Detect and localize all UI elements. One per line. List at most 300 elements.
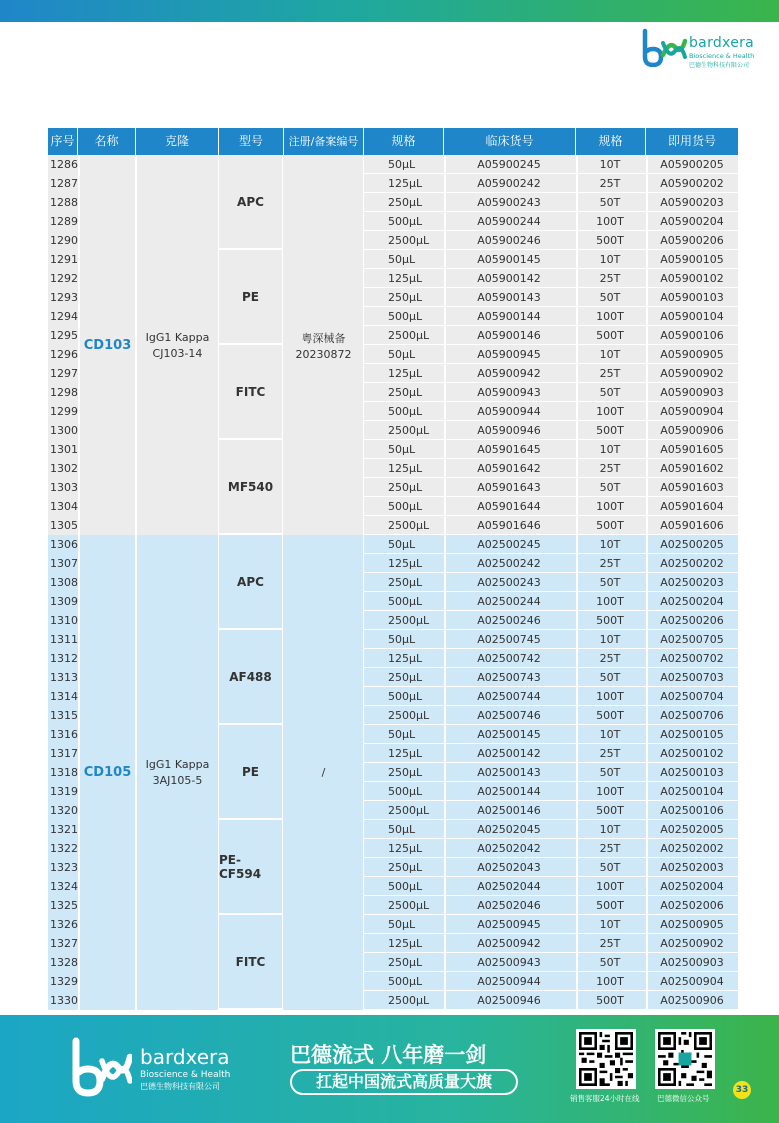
ruo-catalog-no: A02502006: [660, 899, 724, 912]
test-spec: 500T: [596, 804, 624, 817]
row-index: 1289: [50, 215, 78, 228]
clinical-catalog-no: A02500743: [477, 671, 541, 684]
test-spec: 50T: [599, 671, 621, 684]
clinical-catalog-no: A02502043: [477, 861, 541, 874]
ruo-catalog-no: A02500105: [660, 728, 724, 741]
row-index: 1288: [50, 196, 78, 209]
clinical-catalog-no: A05900945: [477, 348, 541, 361]
fluorochrome-type: PE: [219, 250, 283, 345]
size: 50μL: [388, 348, 416, 361]
header-clinical-no: 临床货号: [444, 128, 576, 155]
clinical-catalog-no: A02500742: [477, 652, 541, 665]
ruo-catalog-no: A05900104: [660, 310, 724, 323]
table-row: [364, 725, 738, 744]
size: 500μL: [388, 500, 423, 513]
clone-isotype: IgG1 Kappa: [145, 330, 210, 344]
test-spec: 500T: [596, 709, 624, 722]
size: 125μL: [388, 652, 423, 665]
test-spec: 50T: [599, 386, 621, 399]
size: 2500μL: [388, 614, 430, 627]
row-index: 1307: [50, 557, 78, 570]
test-spec: 25T: [599, 842, 621, 855]
row-index: 1310: [50, 614, 78, 627]
row-index: 1326: [50, 918, 78, 931]
clone-info: [136, 535, 219, 1010]
test-spec: 100T: [596, 785, 624, 798]
size: 250μL: [388, 386, 423, 399]
test-spec: 500T: [596, 329, 624, 342]
test-spec: 100T: [596, 595, 624, 608]
table-row: [364, 497, 738, 516]
footer-logo-icon: [70, 1035, 132, 1099]
ruo-catalog-no: A05900106: [660, 329, 724, 342]
header-type: 型号: [219, 128, 284, 155]
row-index: 1311: [50, 633, 78, 646]
test-spec: 50T: [599, 766, 621, 779]
ruo-catalog-no: A02500203: [660, 576, 724, 589]
ruo-catalog-no: A02500904: [660, 975, 724, 988]
row-index: 1293: [50, 291, 78, 304]
clinical-catalog-no: A05900143: [477, 291, 541, 304]
test-spec: 500T: [596, 519, 624, 532]
clone-info: [136, 155, 219, 535]
size: 500μL: [388, 405, 423, 418]
ruo-catalog-no: A02502005: [660, 823, 724, 836]
table-row: [364, 345, 738, 364]
header-clone: 克隆: [136, 128, 219, 155]
ruo-catalog-no: A05900102: [660, 272, 724, 285]
footer-brand-tagline: Bioscience & Health: [140, 1070, 231, 1080]
clinical-catalog-no: A05900944: [477, 405, 541, 418]
qr-caption-wechat: 巴德微信公众号: [657, 1094, 710, 1103]
clone-isotype: IgG1 Kappa: [145, 758, 210, 771]
size: 2500μL: [388, 709, 430, 722]
row-index: 1300: [50, 424, 78, 437]
registration-line: /: [321, 766, 326, 779]
ruo-catalog-no: A05901602: [660, 462, 724, 475]
table-row: [364, 630, 738, 649]
clinical-catalog-no: A02500244: [477, 595, 541, 608]
clinical-catalog-no: A02500145: [477, 728, 541, 741]
clinical-catalog-no: A05900144: [477, 310, 541, 323]
clinical-catalog-no: A02502045: [477, 823, 541, 836]
fluorochrome-type: APC: [219, 155, 283, 250]
clinical-catalog-no: A05900244: [477, 215, 541, 228]
ruo-catalog-no: A05900906: [660, 424, 724, 437]
table-row: [364, 421, 738, 440]
row-index: 1318: [50, 766, 78, 779]
registration-line: 粤深械备: [301, 331, 346, 345]
test-spec: 100T: [596, 405, 624, 418]
ruo-catalog-no: A05900903: [660, 386, 724, 399]
ruo-catalog-no: A02502002: [660, 842, 724, 855]
column-divider: [646, 155, 648, 535]
test-spec: 25T: [599, 177, 621, 190]
row-index: 1295: [50, 329, 78, 342]
clinical-catalog-no: A02502042: [477, 842, 541, 855]
table-row: [364, 193, 738, 212]
clinical-catalog-no: A02500744: [477, 690, 541, 703]
clinical-catalog-no: A05901645: [477, 443, 541, 456]
row-index: 1312: [50, 652, 78, 665]
size: 2500μL: [388, 899, 430, 912]
qr-code-icon: [658, 1032, 712, 1086]
table-row: [364, 649, 738, 668]
test-spec: 50T: [599, 956, 621, 969]
test-spec: 10T: [599, 728, 621, 741]
footer-slogan: 巴德流式 八年磨一剑: [290, 1043, 487, 1067]
row-index: 1297: [50, 367, 78, 380]
clinical-catalog-no: A02500942: [477, 937, 541, 950]
row-index: 1302: [50, 462, 78, 475]
size: 250μL: [388, 766, 423, 779]
header-spec: 规格: [576, 128, 646, 155]
table-row: [364, 535, 738, 554]
test-spec: 10T: [599, 348, 621, 361]
test-spec: 25T: [599, 557, 621, 570]
header-index: 序号: [48, 128, 78, 155]
column-divider: [444, 535, 446, 1010]
row-index: 1330: [50, 994, 78, 1007]
footer-brand-cn: 巴德生物科技有限公司: [140, 1082, 220, 1091]
ruo-catalog-no: A05901606: [660, 519, 724, 532]
ruo-catalog-no: A05900902: [660, 367, 724, 380]
table-row: [364, 478, 738, 497]
ruo-catalog-no: A05900103: [660, 291, 724, 304]
fluorochrome-type: APC: [219, 535, 283, 630]
size: 250μL: [388, 956, 423, 969]
ruo-catalog-no: A05900206: [660, 234, 724, 247]
table-row: [364, 801, 738, 820]
clinical-catalog-no: A02502044: [477, 880, 541, 893]
footer-slogan-banner: 扛起中国流式高质量大旗: [290, 1069, 518, 1095]
size: 50μL: [388, 728, 416, 741]
ruo-catalog-no: A02500906: [660, 994, 724, 1007]
test-spec: 100T: [596, 690, 624, 703]
row-index: 1304: [50, 500, 78, 513]
test-spec: 25T: [599, 937, 621, 950]
ruo-catalog-no: A05901604: [660, 500, 724, 513]
ruo-catalog-no: A02502003: [660, 861, 724, 874]
size: 125μL: [388, 842, 423, 855]
clinical-catalog-no: A02500246: [477, 614, 541, 627]
logo-company-cn: 巴德生物科技有限公司: [689, 62, 750, 69]
size: 2500μL: [388, 234, 430, 247]
size: 2500μL: [388, 994, 430, 1007]
ruo-catalog-no: A05900205: [660, 158, 724, 171]
page-number: 33: [733, 1081, 751, 1099]
table-row: [364, 915, 738, 934]
size: 125μL: [388, 462, 423, 475]
clinical-catalog-no: A05901644: [477, 500, 541, 513]
size: 250μL: [388, 291, 423, 304]
row-index: 1314: [50, 690, 78, 703]
test-spec: 100T: [596, 500, 624, 513]
ruo-catalog-no: A02500103: [660, 766, 724, 779]
logo-tagline: Bioscience & Health: [689, 52, 755, 60]
table-row: [364, 288, 738, 307]
test-spec: 10T: [599, 158, 621, 171]
test-spec: 10T: [599, 918, 621, 931]
ruo-catalog-no: A05900202: [660, 177, 724, 190]
ruo-catalog-no: A02500202: [660, 557, 724, 570]
qr-code-wechat[interactable]: [655, 1029, 715, 1089]
ruo-catalog-no: A02500703: [660, 671, 724, 684]
row-index: 1308: [50, 576, 78, 589]
registration-number: [284, 535, 364, 1010]
clinical-catalog-no: A02500143: [477, 766, 541, 779]
ruo-catalog-no: A05900203: [660, 196, 724, 209]
row-index: 1294: [50, 310, 78, 323]
table-row: [364, 364, 738, 383]
table-row: [364, 174, 738, 193]
product-name: CD105: [80, 535, 136, 1010]
ruo-catalog-no: A05900904: [660, 405, 724, 418]
row-index: 1301: [50, 443, 78, 456]
row-index: 1327: [50, 937, 78, 950]
size: 50μL: [388, 253, 416, 266]
size: 500μL: [388, 975, 423, 988]
row-index: 1320: [50, 804, 78, 817]
product-group: [48, 535, 738, 1010]
size: 500μL: [388, 690, 423, 703]
test-spec: 50T: [599, 196, 621, 209]
footer-brand-name: bardxera: [140, 1045, 230, 1069]
clinical-catalog-no: A02500746: [477, 709, 541, 722]
test-spec: 50T: [599, 861, 621, 874]
table-row: [364, 516, 738, 535]
row-index: 1287: [50, 177, 78, 190]
fluorochrome-type: PE-CF594: [219, 820, 283, 915]
table-row: [364, 839, 738, 858]
clinical-catalog-no: A02500144: [477, 785, 541, 798]
ruo-catalog-no: A02500706: [660, 709, 724, 722]
ruo-catalog-no: A02500905: [660, 918, 724, 931]
registration-number: [284, 155, 364, 535]
row-index: 1291: [50, 253, 78, 266]
clinical-catalog-no: A05901643: [477, 481, 541, 494]
size: 500μL: [388, 880, 423, 893]
clinical-catalog-no: A05900942: [477, 367, 541, 380]
test-spec: 500T: [596, 424, 624, 437]
qr-caption-sales: 销售客服24小时在线: [570, 1094, 640, 1103]
column-divider: [646, 535, 648, 1010]
table-row: [364, 269, 738, 288]
row-index: 1329: [50, 975, 78, 988]
row-index: 1299: [50, 405, 78, 418]
clone-id: 3AJ105-5: [152, 774, 203, 787]
clinical-catalog-no: A02500946: [477, 994, 541, 1007]
clinical-catalog-no: A02500745: [477, 633, 541, 646]
row-index: 1292: [50, 272, 78, 285]
header-registration: 注册/备案编号: [284, 128, 364, 155]
test-spec: 50T: [599, 576, 621, 589]
test-spec: 500T: [596, 994, 624, 1007]
size: 50μL: [388, 918, 416, 931]
test-spec: 100T: [596, 215, 624, 228]
row-index: 1315: [50, 709, 78, 722]
clinical-catalog-no: A02502046: [477, 899, 541, 912]
table-row: [364, 820, 738, 839]
row-index: 1316: [50, 728, 78, 741]
clinical-catalog-no: A05900943: [477, 386, 541, 399]
column-divider: [576, 155, 578, 535]
table-row: [364, 706, 738, 725]
row-index: 1305: [50, 519, 78, 532]
ruo-catalog-no: A02500104: [660, 785, 724, 798]
row-index: 1290: [50, 234, 78, 247]
row-index: 1306: [50, 538, 78, 551]
column-divider: [576, 535, 578, 1010]
size: 50μL: [388, 443, 416, 456]
logo-brand-name: bardxera: [689, 35, 755, 51]
qr-code-icon: [579, 1032, 633, 1086]
size: 2500μL: [388, 519, 430, 532]
size: 500μL: [388, 215, 423, 228]
row-index: 1309: [50, 595, 78, 608]
table-row: [364, 763, 738, 782]
ruo-catalog-no: A02500704: [660, 690, 724, 703]
table-row: [364, 554, 738, 573]
clinical-catalog-no: A05900142: [477, 272, 541, 285]
test-spec: 10T: [599, 538, 621, 551]
ruo-catalog-no: A02500102: [660, 747, 724, 760]
size: 125μL: [388, 367, 423, 380]
table-row: [364, 212, 738, 231]
ruo-catalog-no: A05901605: [660, 443, 724, 456]
header-ruo-no: 即用货号: [667, 134, 716, 148]
header-size: 规格: [364, 128, 444, 155]
table-row: [364, 991, 738, 1010]
table-row: [364, 953, 738, 972]
qr-code-sales[interactable]: [576, 1029, 636, 1089]
size: 250μL: [388, 196, 423, 209]
test-spec: 25T: [599, 367, 621, 380]
clinical-catalog-no: A02500242: [477, 557, 541, 570]
clinical-catalog-no: A02500245: [477, 538, 541, 551]
ruo-catalog-no: A05901603: [660, 481, 724, 494]
size: 500μL: [388, 785, 423, 798]
test-spec: 25T: [599, 652, 621, 665]
size: 50μL: [388, 158, 416, 171]
size: 2500μL: [388, 329, 430, 342]
clinical-catalog-no: A02500243: [477, 576, 541, 589]
test-spec: 25T: [599, 272, 621, 285]
table-row: [364, 440, 738, 459]
clinical-catalog-no: A05900946: [477, 424, 541, 437]
table-row: [364, 402, 738, 421]
table-row: [364, 592, 738, 611]
ruo-catalog-no: A02500206: [660, 614, 724, 627]
table-row: [364, 896, 738, 915]
row-index: 1303: [50, 481, 78, 494]
size: 50μL: [388, 633, 416, 646]
clinical-catalog-no: A05900243: [477, 196, 541, 209]
clinical-catalog-no: A02500142: [477, 747, 541, 760]
row-index: 1317: [50, 747, 78, 760]
test-spec: 10T: [599, 823, 621, 836]
table-row: [364, 155, 738, 174]
table-row: [364, 782, 738, 801]
clinical-catalog-no: A05900242: [477, 177, 541, 190]
test-spec: 25T: [599, 462, 621, 475]
size: 125μL: [388, 177, 423, 190]
size: 500μL: [388, 595, 423, 608]
product-group: [48, 155, 738, 535]
size: 125μL: [388, 557, 423, 570]
ruo-catalog-no: A02500902: [660, 937, 724, 950]
ruo-catalog-no: A02500702: [660, 652, 724, 665]
test-spec: 500T: [596, 614, 624, 627]
column-divider: [444, 155, 446, 535]
test-spec: 50T: [599, 481, 621, 494]
row-index: 1328: [50, 956, 78, 969]
header-logo: [641, 27, 773, 69]
size: 250μL: [388, 671, 423, 684]
fluorochrome-type: AF488: [219, 630, 283, 725]
table-row: [364, 231, 738, 250]
test-spec: 10T: [599, 253, 621, 266]
size: 250μL: [388, 861, 423, 874]
test-spec: 500T: [596, 234, 624, 247]
test-spec: 100T: [596, 975, 624, 988]
row-index: 1321: [50, 823, 78, 836]
table-row: [364, 687, 738, 706]
row-index: 1324: [50, 880, 78, 893]
test-spec: 10T: [599, 633, 621, 646]
clinical-catalog-no: A02500945: [477, 918, 541, 931]
clone-id: CJ103-14: [152, 346, 203, 360]
row-index: 1298: [50, 386, 78, 399]
ruo-catalog-no: A02500204: [660, 595, 724, 608]
table-row: [364, 250, 738, 269]
clinical-catalog-no: A05900245: [477, 158, 541, 171]
test-spec: 100T: [596, 310, 624, 323]
size: 125μL: [388, 272, 423, 285]
size: 500μL: [388, 310, 423, 323]
fluorochrome-type: FITC: [219, 345, 283, 440]
row-index: 1313: [50, 671, 78, 684]
header-name: 名称: [78, 128, 136, 155]
ruo-catalog-no: A02502004: [660, 880, 724, 893]
ruo-catalog-no: A05900905: [660, 348, 724, 361]
clinical-catalog-no: A05900246: [477, 234, 541, 247]
test-spec: 10T: [599, 443, 621, 456]
clinical-catalog-no: A02500944: [477, 975, 541, 988]
table-row: [364, 858, 738, 877]
ruo-catalog-no: A02500205: [660, 538, 724, 551]
size: 125μL: [388, 937, 423, 950]
row-index: 1296: [50, 348, 78, 361]
table-row: [364, 972, 738, 991]
test-spec: 25T: [599, 747, 621, 760]
table-row: [364, 877, 738, 896]
row-index: 1323: [50, 861, 78, 874]
top-color-bar: [0, 0, 779, 22]
table-row: [364, 668, 738, 687]
row-index: 1319: [50, 785, 78, 798]
table-row: [364, 934, 738, 953]
table-header: [48, 128, 738, 155]
ruo-catalog-no: A02500106: [660, 804, 724, 817]
test-spec: 100T: [596, 880, 624, 893]
ruo-catalog-no: A02500903: [660, 956, 724, 969]
table-row: [364, 326, 738, 345]
bardxera-logo-icon: [641, 27, 687, 67]
size: 50μL: [388, 823, 416, 836]
size: 50μL: [388, 538, 416, 551]
size: 2500μL: [388, 424, 430, 437]
